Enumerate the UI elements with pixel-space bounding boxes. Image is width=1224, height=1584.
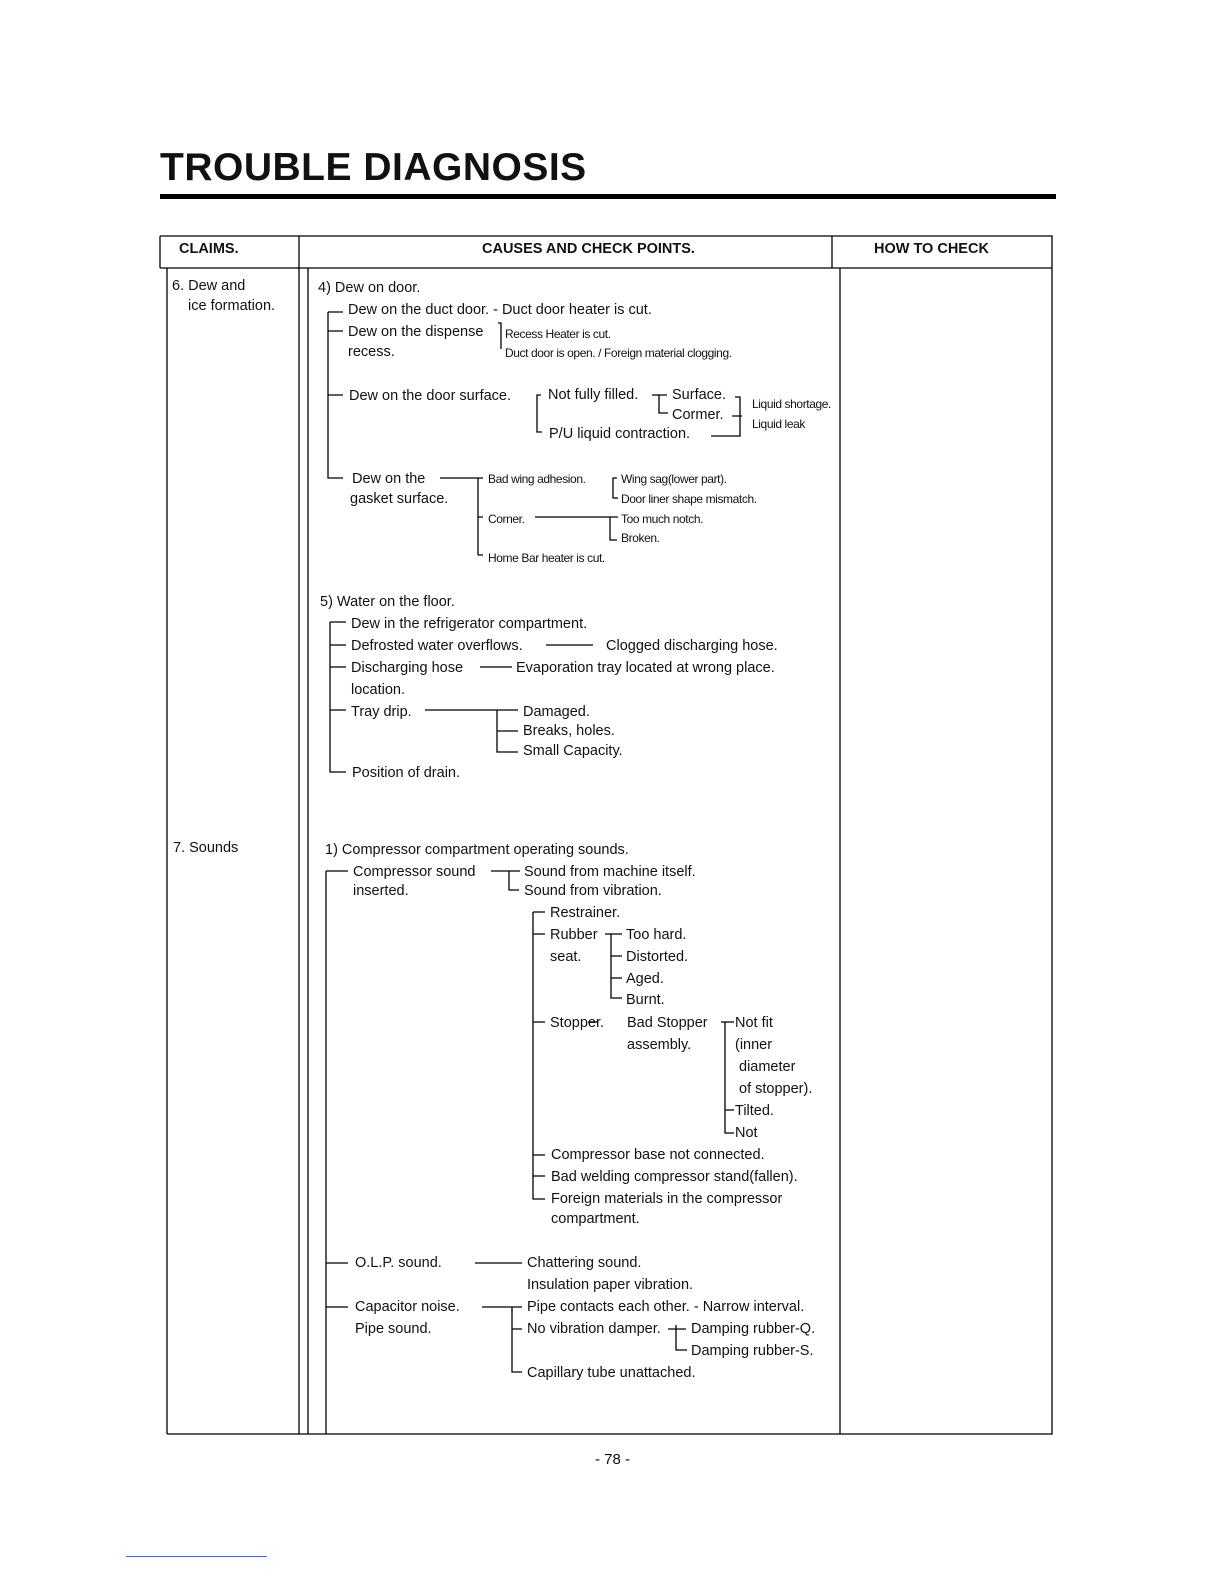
dew-dispense-2: recess.	[348, 344, 395, 360]
inner: (inner	[735, 1037, 773, 1053]
dew-gasket-2: gasket surface.	[350, 491, 449, 507]
hose-location: location.	[351, 682, 406, 698]
page-number: - 78 -	[595, 1451, 631, 1468]
dew-door-surface: Dew on the door surface.	[349, 388, 512, 404]
foreign-materials-2: compartment.	[551, 1211, 640, 1227]
rubber-seat: seat.	[550, 949, 582, 965]
not-fully-filled: Not fully filled.	[548, 387, 639, 403]
liquid-shortage: Liquid shortage.	[752, 397, 831, 411]
dew-dispense-1: Dew on the dispense	[348, 324, 484, 340]
sound-machine: Sound from machine itself.	[524, 864, 696, 880]
surface-point: Surface.	[672, 387, 726, 403]
bad-welding: Bad welding compressor stand(fallen).	[551, 1169, 798, 1185]
not-fit: Not fit	[735, 1015, 773, 1031]
recess-heater-cut: Recess Heater is cut.	[505, 327, 611, 341]
restrainer: Restrainer.	[550, 905, 621, 921]
pipe-sound: Pipe sound.	[355, 1321, 432, 1337]
dew-gasket-1: Dew on the	[352, 471, 426, 487]
water-heading: 5) Water on the floor.	[320, 594, 455, 610]
of-stopper: of stopper).	[739, 1081, 813, 1097]
pipe-contacts: Pipe contacts each other. - Narrow interval.	[527, 1299, 805, 1315]
header-causes: CAUSES AND CHECK POINTS.	[482, 241, 695, 257]
defrosted-overflows: Defrosted water overflows.	[351, 638, 523, 654]
tray-breaks: Breaks, holes.	[523, 723, 615, 739]
dew-refrigerator: Dew in the refrigerator compartment.	[351, 616, 588, 632]
too-hard: Too hard.	[626, 927, 687, 943]
damping-rubber-s: Damping rubber-S.	[691, 1343, 814, 1359]
home-bar-heater-cut: Home Bar heater is cut.	[488, 551, 605, 565]
footer-link-line	[126, 1556, 267, 1557]
door-liner-mismatch: Door liner shape mismatch.	[621, 492, 757, 506]
too-much-notch: Too much notch.	[621, 512, 704, 526]
tray-damaged: Damaged.	[523, 704, 590, 720]
corner: Corner.	[488, 512, 525, 526]
claim-6-line2: ice formation.	[188, 298, 276, 314]
burnt: Burnt.	[626, 992, 665, 1008]
capillary-tube: Capillary tube unattached.	[527, 1365, 696, 1381]
wing-sag: Wing sag(lower part).	[621, 472, 727, 486]
not: Not	[735, 1125, 758, 1141]
header-claims: CLAIMS.	[179, 241, 239, 257]
header-how-to-check: HOW TO CHECK	[874, 241, 989, 257]
chattering-sound: Chattering sound.	[527, 1255, 642, 1271]
aged: Aged.	[626, 971, 664, 987]
pu-liquid-contraction: P/U liquid contraction.	[549, 426, 691, 442]
damping-rubber-q: Damping rubber-Q.	[691, 1321, 816, 1337]
sounds-heading: 1) Compressor compartment operating sounds.	[325, 842, 629, 858]
compressor-sound-2: inserted.	[353, 883, 409, 899]
foreign-materials-1: Foreign materials in the compressor	[551, 1191, 783, 1207]
rubber: Rubber	[550, 927, 598, 943]
stopper: Stopper.	[550, 1015, 605, 1031]
liquid-leak: Liquid leak	[752, 417, 805, 431]
compressor-sound-1: Compressor sound	[353, 864, 476, 880]
no-vibration-damper: No vibration damper.	[527, 1321, 661, 1337]
tray-drip: Tray drip.	[351, 704, 412, 720]
page-title: TROUBLE DIAGNOSIS	[160, 146, 587, 189]
bad-wing-adhesion: Bad wing adhesion.	[488, 472, 586, 486]
stopper-assembly: assembly.	[627, 1037, 692, 1053]
insulation-vibration: Insulation paper vibration.	[527, 1277, 694, 1293]
distorted: Distorted.	[626, 949, 689, 965]
olp-sound: O.L.P. sound.	[355, 1255, 442, 1271]
duct-door-open: Duct door is open. / Foreign material clogging.	[505, 346, 732, 360]
claim-6-line1: 6. Dew and	[172, 278, 246, 294]
compressor-base: Compressor base not connected.	[551, 1147, 765, 1163]
tray-small-capacity: Small Capacity.	[523, 743, 623, 759]
discharging-hose: Discharging hose	[351, 660, 464, 676]
tilted: Tilted.	[735, 1103, 774, 1119]
corner-point: Cormer.	[672, 407, 724, 423]
diameter: diameter	[739, 1059, 796, 1075]
capacitor-noise: Capacitor noise.	[355, 1299, 460, 1315]
position-of-drain: Position of drain.	[352, 765, 461, 781]
dew-door-heading: 4) Dew on door.	[318, 280, 421, 296]
dew-duct-door: Dew on the duct door. - Duct door heater is cut.	[348, 302, 652, 318]
sound-vibration: Sound from vibration.	[524, 883, 662, 899]
evaporation-tray: Evaporation tray located at wrong place.	[516, 660, 775, 676]
claim-7: 7. Sounds	[173, 840, 239, 856]
clogged-hose: Clogged discharging hose.	[606, 638, 778, 654]
bad-stopper: Bad Stopper	[627, 1015, 708, 1031]
broken: Broken.	[621, 531, 660, 545]
